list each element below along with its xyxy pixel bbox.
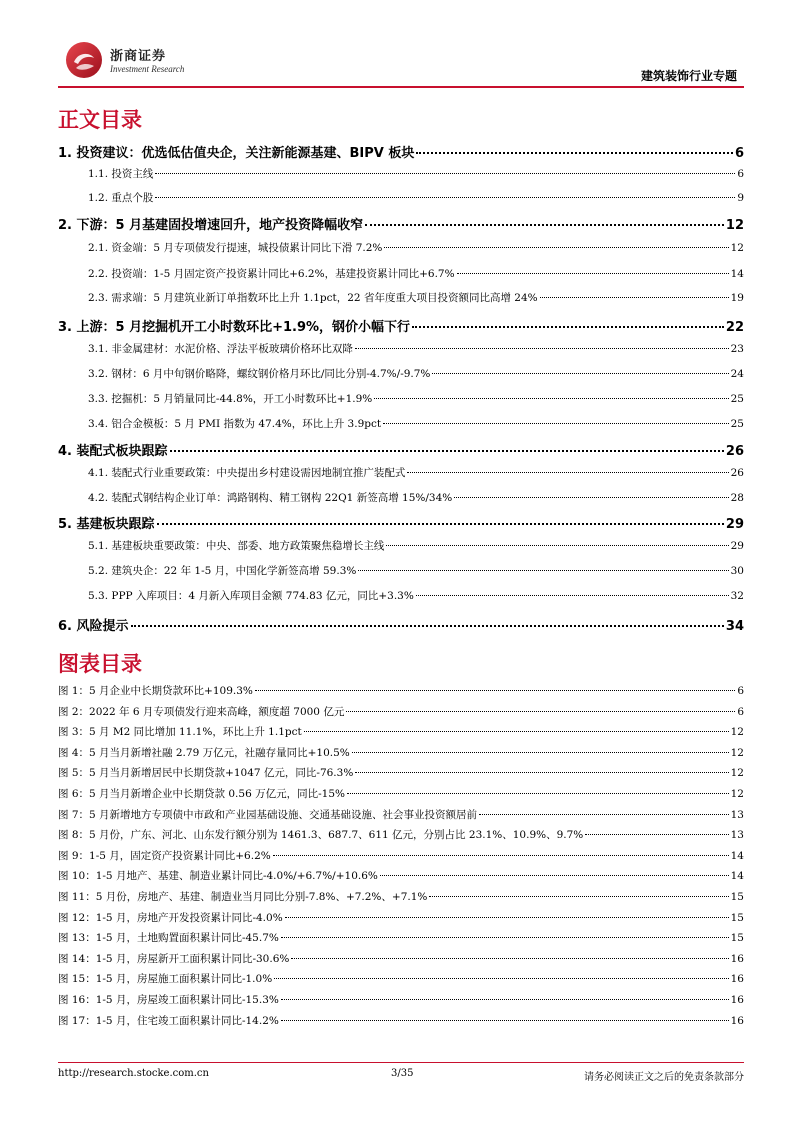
figure-entry-text: 图 11：5 月份，房地产、基建、制造业当月同比分别-7.8%、+7.2%、+7.1%	[58, 891, 428, 903]
toc-entry-section[interactable]	[88, 391, 744, 409]
toc-entry-text: 5.3. PPP 入库项目：4 月新入库项目金额 774.83 亿元，同比+3.3%	[88, 590, 414, 602]
toc-entry-chapter[interactable]	[58, 615, 744, 635]
toc-entry-text: 3. 上游：5 月挖掘机开工小时数环比+1.9%，钢价小幅下行	[58, 320, 411, 335]
toc-entry-section[interactable]	[88, 588, 744, 606]
dot-leader	[255, 690, 735, 691]
toc-page-number: 19	[730, 292, 744, 304]
toc-page-number: 23	[730, 343, 744, 355]
toc-title: 正文目录	[58, 108, 142, 132]
toc-entry-text: 5. 基建板块跟踪	[58, 517, 155, 532]
figure-page-number: 16	[730, 1014, 744, 1027]
figure-page-number: 12	[730, 726, 744, 739]
dot-leader	[416, 152, 733, 154]
toc-entry-text: 6. 风险提示	[58, 619, 129, 634]
toc-entry-text: 4. 装配式板块跟踪	[58, 444, 168, 459]
dot-leader	[365, 224, 724, 226]
figure-page-number: 16	[730, 994, 744, 1006]
figure-entry[interactable]	[58, 910, 744, 927]
toc-entry-text: 2.2. 投资端：1-5 月固定资产投资累计同比+6.2%，基建投资累计同比+6.7%	[88, 268, 455, 280]
figures-title: 图表目录	[58, 652, 142, 676]
dot-leader	[170, 450, 724, 452]
toc-entry-text: 2.3. 需求端：5 月建筑业新订单指数环比上升 1.1pct，22 省年度重大项目投资额同比高增 24%	[88, 292, 538, 304]
figure-page-number: 12	[730, 767, 744, 780]
toc-entry-chapter[interactable]	[58, 316, 744, 336]
figure-page-number: 12	[730, 788, 744, 800]
toc-entry-text: 3.2. 钢材：6 月中旬钢价略降，螺纹钢价格月环比/同比分别-4.7%/-9.7%	[88, 368, 431, 380]
dot-leader	[157, 523, 724, 525]
toc-entry-chapter[interactable]	[58, 440, 744, 460]
toc-page-number: 12	[730, 242, 744, 254]
figure-page-number: 15	[730, 932, 744, 945]
figure-entry[interactable]	[58, 992, 744, 1009]
toc-page-number: 26	[725, 444, 744, 459]
dot-leader	[131, 625, 724, 627]
dot-leader	[384, 247, 728, 248]
dot-leader	[358, 570, 728, 571]
figure-entry-text: 图 8：5 月份，广东、河北、山东发行额分别为 1461.3、687.7、611 亿元，分别占比 23.1%、10.9%、9.7%	[58, 829, 584, 842]
dot-leader	[386, 545, 728, 546]
dot-leader	[355, 348, 729, 349]
dot-leader	[273, 855, 729, 856]
figure-entry[interactable]	[58, 745, 744, 762]
toc-entry-text: 1.2. 重点个股	[88, 192, 154, 204]
disclaimer-note: 请务必阅读正文之后的免责条款部分	[584, 1072, 744, 1083]
toc-entry-section[interactable]	[88, 290, 744, 308]
toc-entry-section[interactable]	[88, 190, 744, 208]
toc-entry-section[interactable]	[88, 266, 744, 284]
figure-page-number: 12	[730, 746, 744, 759]
brand-name: 浙商证券	[110, 49, 167, 64]
figure-entry-text: 图 14：1-5 月，房屋新开工面积累计同比-30.6%	[58, 952, 290, 965]
figure-entry-text: 图 17：1-5 月，住宅竣工面积累计同比-14.2%	[58, 1014, 279, 1027]
figure-page-number: 6	[737, 685, 744, 697]
toc-page-number: 28	[730, 492, 744, 504]
dot-leader	[429, 896, 728, 897]
dot-leader	[274, 978, 728, 979]
toc-page-number: 30	[730, 565, 744, 577]
toc-page-number: 12	[725, 218, 744, 233]
toc-entry-section[interactable]	[88, 166, 744, 184]
figure-entry-text: 图 10：1-5 月地产、基建、制造业累计同比-4.0%/+6.7%/+10.6%	[58, 870, 378, 883]
toc-page-number: 14	[730, 268, 744, 280]
toc-entry-section[interactable]	[88, 416, 744, 434]
toc-entry-section[interactable]	[88, 366, 744, 384]
toc-page-number: 29	[730, 540, 744, 552]
dot-leader	[281, 937, 729, 938]
toc-entry-text: 3.1. 非金属建材：水泥价格、浮法平板玻璃价格环比双降	[88, 343, 353, 355]
dot-leader	[457, 273, 729, 274]
toc-entry-section[interactable]	[88, 341, 744, 359]
toc-entry-chapter[interactable]	[58, 142, 744, 162]
figure-entry[interactable]	[58, 951, 744, 968]
dot-leader	[416, 595, 729, 596]
toc-page-number: 29	[725, 517, 744, 532]
figure-entry-text: 图 15：1-5 月，房屋施工面积累计同比-1.0%	[58, 973, 273, 986]
dot-leader	[383, 423, 729, 424]
report-type-label: 建筑装饰行业专题	[640, 69, 737, 83]
toc-entry-section[interactable]	[88, 240, 744, 258]
footer-divider	[58, 1062, 744, 1063]
figure-entry-text: 图 2：2022 年 6 月专项债发行迎来高峰，额度超 7000 亿元	[58, 705, 345, 718]
figure-entry[interactable]	[58, 807, 744, 824]
toc-page-number: 25	[730, 418, 744, 430]
dot-leader	[285, 917, 729, 918]
figure-page-number: 15	[730, 911, 744, 924]
dot-leader	[540, 297, 729, 298]
dot-leader	[355, 772, 728, 773]
figure-entry[interactable]	[58, 889, 744, 906]
dot-leader	[432, 373, 728, 374]
toc-page-number: 6	[737, 168, 744, 180]
dot-leader	[412, 326, 724, 328]
toc-entry-text: 4.2. 装配式钢结构企业订单：鸿路钢构、精工钢构 22Q1 新签高增 15%/34%	[88, 492, 453, 504]
toc-entry-text: 4.1. 装配式行业重要政策：中央提出乡村建设需因地制宜推广装配式	[88, 467, 406, 479]
figure-entry[interactable]	[58, 1013, 744, 1030]
figure-entry[interactable]	[58, 765, 744, 782]
dot-leader	[479, 814, 729, 815]
figure-entry[interactable]	[58, 704, 744, 721]
figure-entry-text: 图 16：1-5 月，房屋竣工面积累计同比-15.3%	[58, 994, 279, 1006]
toc-page-number: 25	[730, 393, 744, 405]
figure-page-number: 6	[737, 705, 744, 718]
brand-subtitle: Investment Research	[110, 64, 185, 74]
toc-entry-section[interactable]	[88, 465, 744, 483]
toc-entry-text: 3.3. 挖掘机：5 月销量同比-44.8%，开工小时数环比+1.9%	[88, 393, 373, 405]
page-header	[0, 0, 802, 90]
figure-entry[interactable]	[58, 683, 744, 700]
dot-leader	[380, 875, 729, 876]
figure-entry-text: 图 13：1-5 月，土地购置面积累计同比-45.7%	[58, 932, 279, 945]
header-divider	[58, 86, 744, 88]
toc-entry-text: 1.1. 投资主线	[88, 168, 154, 180]
dot-leader	[155, 197, 735, 198]
toc-entry-section[interactable]	[88, 538, 744, 556]
figure-entry[interactable]	[58, 827, 744, 844]
figure-entry-text: 图 12：1-5 月，房地产开发投资累计同比-4.0%	[58, 911, 283, 924]
toc-page-number: 32	[730, 590, 744, 602]
figure-entry[interactable]	[58, 868, 744, 885]
figure-page-number: 13	[730, 808, 744, 821]
toc-entry-section[interactable]	[88, 563, 744, 581]
toc-page-number: 24	[730, 368, 744, 380]
figure-entry-text: 图 5：5 月当月新增居民中长期贷款+1047 亿元，同比-76.3%	[58, 767, 354, 780]
toc-entry-chapter[interactable]	[58, 214, 744, 234]
toc-entry-text: 2.1. 资金端：5 月专项债发行提速，城投债累计同比下滑 7.2%	[88, 242, 383, 254]
dot-leader	[291, 958, 728, 959]
toc-entry-section[interactable]	[88, 490, 744, 508]
dot-leader	[374, 398, 728, 399]
toc-entry-text: 3.4. 铝合金模板：5 月 PMI 指数为 47.4%，环比上升 3.9pct	[88, 418, 382, 430]
figure-entry[interactable]	[58, 971, 744, 988]
toc-entry-text: 5.2. 建筑央企：22 年 1-5 月，中国化学新签高增 59.3%	[88, 565, 357, 577]
figure-entry-text: 图 1：5 月企业中长期贷款环比+109.3%	[58, 685, 253, 697]
figure-page-number: 16	[730, 952, 744, 965]
dot-leader	[304, 731, 729, 732]
figure-page-number: 14	[730, 870, 744, 883]
toc-entry-text: 5.1. 基建板块重要政策：中央、部委、地方政策聚焦稳增长主线	[88, 540, 385, 552]
dot-leader	[346, 711, 735, 712]
toc-page-number: 22	[725, 320, 744, 335]
figure-entry-text: 图 9：1-5 月，固定资产投资累计同比+6.2%	[58, 849, 271, 862]
footer-url-link[interactable]: http://research.stocke.com.cn	[58, 1068, 209, 1079]
dot-leader	[352, 752, 729, 753]
dot-leader	[281, 1020, 729, 1021]
figure-entry-text: 图 7：5 月新增地方专项债中市政和产业园基础设施、交通基础设施、社会事业投资额居前	[58, 808, 478, 821]
toc-entry-text: 1. 投资建议：优选低估值央企，关注新能源基建、BIPV 板块	[58, 146, 415, 161]
figure-entry[interactable]	[58, 786, 744, 803]
figure-entry-text: 图 4：5 月当月新增社融 2.79 万亿元，社融存量同比+10.5%	[58, 746, 350, 759]
figure-entry-text: 图 3：5 月 M2 同比增加 11.1%，环比上升 1.1pct	[58, 726, 302, 739]
figure-page-number: 13	[730, 829, 744, 842]
figure-entry[interactable]	[58, 724, 744, 741]
figure-entry[interactable]	[58, 930, 744, 947]
figure-page-number: 15	[730, 891, 744, 903]
dot-leader	[407, 472, 728, 473]
figure-entry-text: 图 6：5 月当月新增企业中长期贷款 0.56 万亿元，同比-15%	[58, 788, 345, 800]
dot-leader	[347, 793, 729, 794]
dot-leader	[585, 834, 728, 835]
figure-page-number: 14	[730, 849, 744, 862]
figure-entry[interactable]	[58, 848, 744, 865]
toc-entry-text: 2. 下游：5 月基建固投增速回升，地产投资降幅收窄	[58, 218, 364, 233]
dot-leader	[155, 173, 735, 174]
figure-page-number: 16	[730, 973, 744, 986]
toc-page-number: 26	[730, 467, 744, 479]
toc-page-number: 34	[725, 619, 744, 634]
page-number: 3/35	[391, 1068, 414, 1079]
toc-page-number: 6	[734, 146, 744, 161]
dot-leader	[454, 497, 728, 498]
dot-leader	[281, 999, 729, 1000]
zheshang-logo-icon	[64, 40, 104, 80]
toc-entry-chapter[interactable]	[58, 513, 744, 533]
toc-page-number: 9	[737, 192, 744, 204]
